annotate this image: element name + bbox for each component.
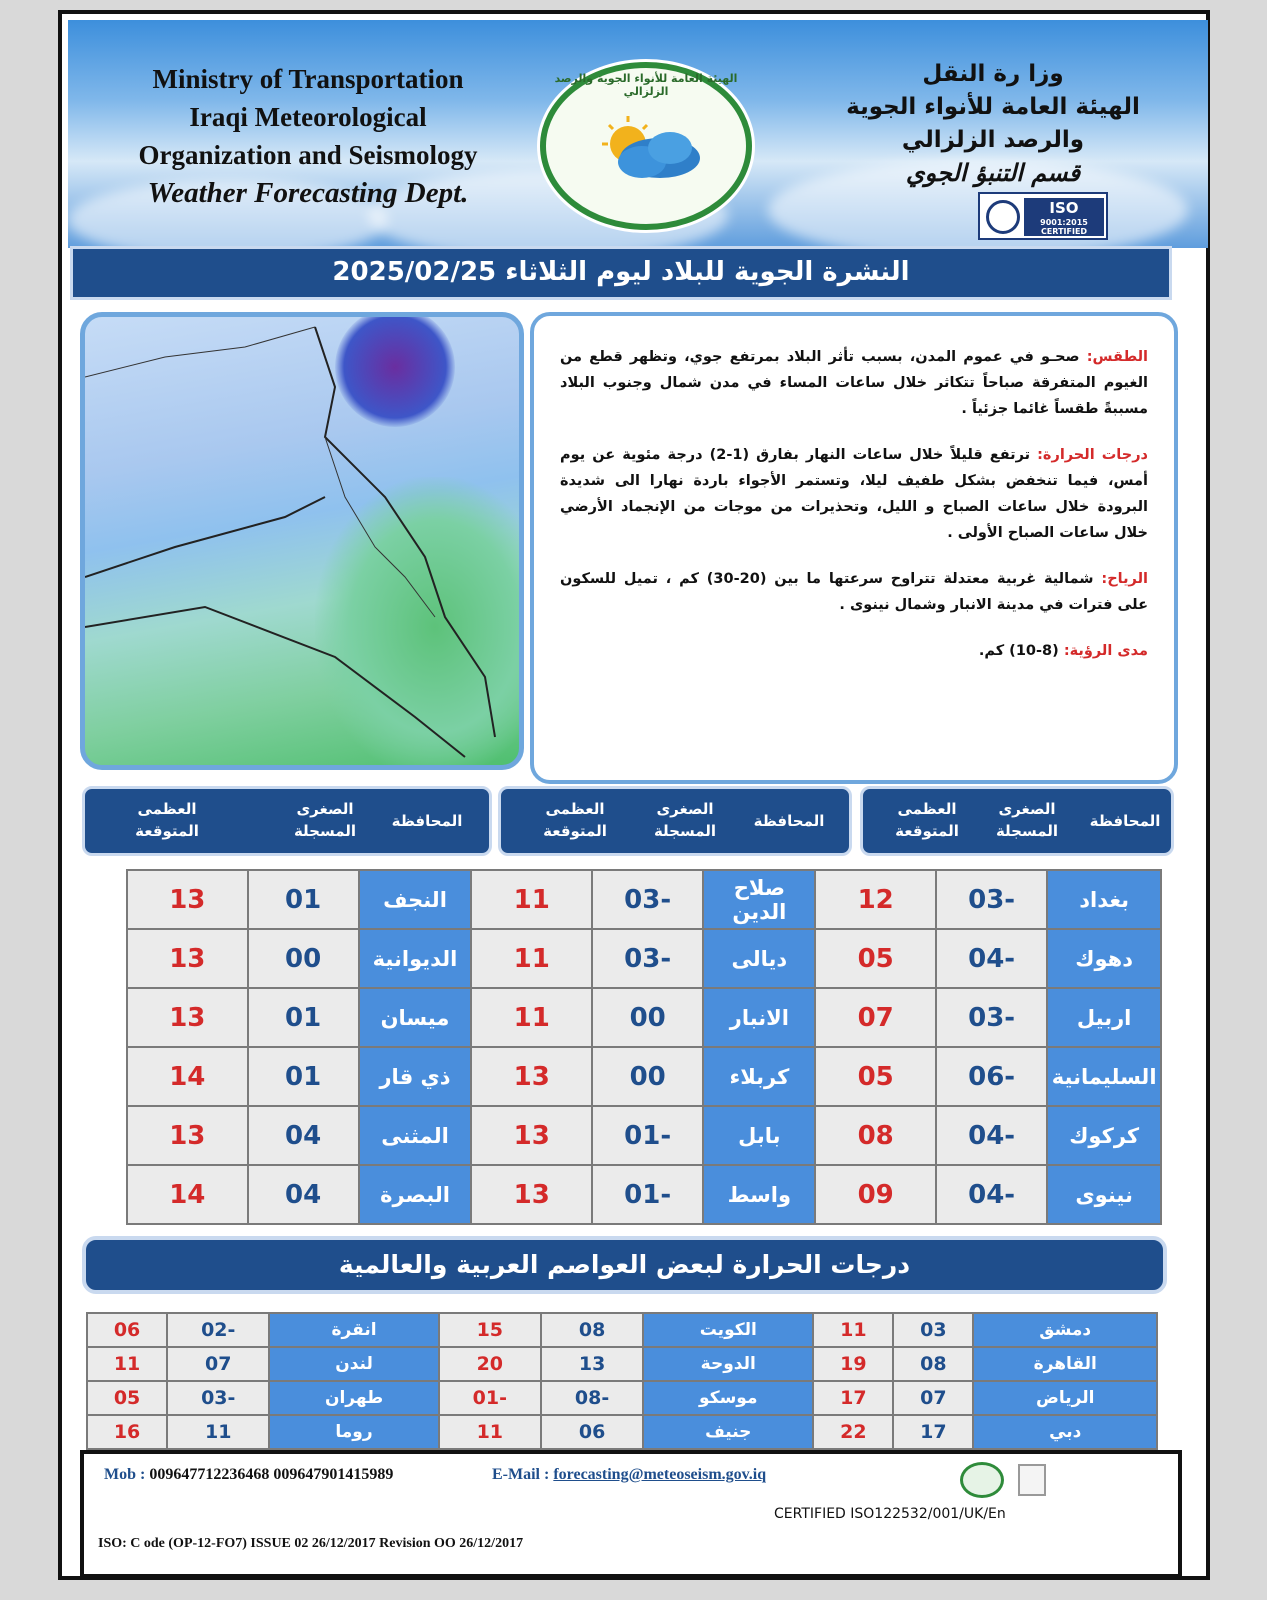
province-name-cell: البصرة [359,1165,472,1224]
org-ar-2: والرصد الزلزالي [901,127,1085,153]
forecast-text-panel [530,312,1178,784]
province-min-cell: 01 [248,870,359,929]
province-row [127,1165,1161,1224]
wind-text: شمالية غربية معتدلة تتراوح سرعتها ما بين (20-30) كم ، تميل للسكون على فترات في مدينة الانبار وشمال نينوى . [560,571,1148,613]
weather-map [80,312,524,770]
capital-row [87,1381,1157,1415]
capital-name-cell: جنيف [643,1415,813,1449]
province-max-cell: 11 [471,870,592,929]
map-borders [85,317,524,770]
col-max-1: العظمى [897,800,957,818]
province-max-cell: 13 [127,929,248,988]
iso-standard: 9001:2015 [1040,218,1088,227]
province-min-cell: 04 [248,1106,359,1165]
certificate-icon [1018,1464,1046,1496]
province-min-cell: 01 [248,988,359,1047]
certification-text: CERTIFIED ISO122532/001/UK/En [774,1506,1006,1522]
iso-code-line: ISO: C ode (OP-12-FO7) ISSUE 02 26/12/2017 Revision OO 26/12/2017 [98,1536,524,1551]
province-max-cell: 09 [815,1165,936,1224]
province-temperature-table [126,869,1162,1225]
column-header-group-2 [498,786,852,856]
province-name-cell: صلاح الدين [703,870,815,929]
col-max-2: المتوقعة [543,822,607,840]
province-max-cell: 08 [815,1106,936,1165]
capital-row [87,1347,1157,1381]
col-min-1: الصغرى [656,800,714,818]
province-row [127,1047,1161,1106]
iso-badge [978,192,1108,240]
col-max-1: العظمى [545,800,605,818]
province-name-cell: النجف [359,870,472,929]
capital-name-cell: دبي [973,1415,1157,1449]
col-max-2: المتوقعة [895,822,959,840]
column-header-group-1 [860,786,1174,856]
capital-min-cell: -02 [167,1313,269,1347]
col-min-2: المسجلة [653,822,717,840]
capital-max-cell: 22 [813,1415,893,1449]
capital-name-cell: القاهرة [973,1347,1157,1381]
col-min-2: المسجلة [293,822,357,840]
mobile-contact [104,1466,393,1484]
province-min-cell: 01 [248,1047,359,1106]
col-province: المحافظة [753,812,825,830]
province-max-cell: 12 [815,870,936,929]
wind-paragraph [560,566,1148,618]
province-max-cell: 13 [471,1165,592,1224]
visibility-paragraph [560,638,1148,664]
capital-name-cell: لندن [269,1347,438,1381]
capital-min-cell: 07 [893,1381,973,1415]
province-max-cell: 13 [471,1106,592,1165]
capital-min-cell: 07 [167,1347,269,1381]
capital-min-cell: 11 [167,1415,269,1449]
iso-certified: CERTIFIED [1040,227,1088,236]
temperature-label: درجات الحرارة: [1037,447,1148,463]
province-name-cell: دهوك [1047,929,1161,988]
province-max-cell: 13 [127,1106,248,1165]
capital-max-cell: 19 [813,1347,893,1381]
mobile-label: Mob : [104,1466,146,1483]
capital-min-cell: 13 [541,1347,643,1381]
column-header-group-3 [82,786,492,856]
province-name-cell: كركوك [1047,1106,1161,1165]
province-min-cell: -04 [936,1106,1047,1165]
capital-min-cell: 03 [893,1313,973,1347]
ministry-en: Ministry of Transportation [152,64,464,94]
capital-min-cell: 17 [893,1415,973,1449]
capital-name-cell: دمشق [973,1313,1157,1347]
province-row [127,988,1161,1047]
province-max-cell: 14 [127,1047,248,1106]
capital-max-cell: 06 [87,1313,167,1347]
col-max-1: العظمى [137,800,197,818]
org-ar-1: الهيئة العامة للأنواء الجوية [846,94,1140,120]
stamp-icon [1056,1470,1126,1490]
visibility-label: مدى الرؤية: [1063,643,1148,659]
capital-min-cell: -08 [541,1381,643,1415]
province-name-cell: ميسان [359,988,472,1047]
capital-max-cell: 20 [439,1347,541,1381]
capital-max-cell: 11 [87,1347,167,1381]
organization-logo [540,62,752,230]
bulletin-title: النشرة الجوية للبلاد ليوم الثلاثاء 2025/02/25 [70,246,1172,300]
email-label: E-Mail : [492,1466,550,1483]
province-name-cell: بابل [703,1106,815,1165]
capitals-temperature-table [86,1312,1158,1450]
province-max-cell: 13 [127,870,248,929]
province-min-cell: -01 [592,1165,703,1224]
province-name-cell: بغداد [1047,870,1161,929]
province-min-cell: -03 [936,988,1047,1047]
capital-max-cell: 17 [813,1381,893,1415]
col-province: المحافظة [1089,812,1161,830]
province-min-cell: -03 [592,870,703,929]
province-name-cell: نينوى [1047,1165,1161,1224]
weather-paragraph [560,344,1148,422]
col-province: المحافظة [391,812,463,830]
province-max-cell: 11 [471,988,592,1047]
province-max-cell: 13 [127,988,248,1047]
capital-name-cell: الرياض [973,1381,1157,1415]
province-max-cell: 13 [471,1047,592,1106]
weather-text: صحـو في عموم المدن، بسبب تأثر البلاد بمرتفع جوي، وتظهر قطع من الغيوم المتفرقة صباحاً تتكاثر خلال ساعات المساء في مدن شمال وجنوب البلاد مسببةً طقساً غائما جزئياً . [560,349,1148,417]
ministry-ar: وزا رة النقل [922,61,1064,87]
province-min-cell: 00 [592,1047,703,1106]
seal-icon [960,1462,1004,1498]
capital-name-cell: انقرة [269,1313,438,1347]
province-name-cell: الديوانية [359,929,472,988]
capital-max-cell: 15 [439,1313,541,1347]
capital-name-cell: الدوحة [643,1347,813,1381]
col-min-1: الصغرى [296,800,354,818]
footer [80,1450,1182,1578]
capital-name-cell: موسكو [643,1381,813,1415]
province-min-cell: -06 [936,1047,1047,1106]
capital-min-cell: 08 [893,1347,973,1381]
org-en-2: Organization and Seismology [138,140,478,170]
bulletin-page [58,10,1210,1580]
capital-row [87,1415,1157,1449]
dept-ar: قسم التنبؤ الجوي [905,159,1081,187]
province-name-cell: المثنى [359,1106,472,1165]
capital-name-cell: روما [269,1415,438,1449]
province-name-cell: السليمانية [1047,1047,1161,1106]
capital-row [87,1313,1157,1347]
province-min-cell: -03 [592,929,703,988]
visibility-text: (8-10) كم. [978,643,1064,659]
sun-cloud-icon [594,114,704,184]
province-name-cell: كربلاء [703,1047,815,1106]
province-min-cell: 00 [592,988,703,1047]
province-min-cell: -01 [592,1106,703,1165]
org-en-1: Iraqi Meteorological [189,102,427,132]
province-min-cell: -04 [936,1165,1047,1224]
province-name-cell: اربيل [1047,988,1161,1047]
province-name-cell: ديالى [703,929,815,988]
arabic-org-name [828,58,1158,190]
province-name-cell: الانبار [703,988,815,1047]
province-max-cell: 07 [815,988,936,1047]
capital-max-cell: -01 [439,1381,541,1415]
capital-max-cell: 05 [87,1381,167,1415]
weather-label: الطقس: [1086,349,1148,365]
province-min-cell: -03 [936,870,1047,929]
header-banner [68,20,1208,248]
mobile-numbers: 009647712236468 009647901415989 [149,1466,394,1483]
capital-max-cell: 11 [813,1313,893,1347]
province-max-cell: 11 [471,929,592,988]
email-link[interactable]: forecasting@meteoseism.gov.iq [553,1466,767,1483]
province-name-cell: ذي قار [359,1047,472,1106]
province-name-cell: واسط [703,1165,815,1224]
capital-name-cell: طهران [269,1381,438,1415]
english-org-name [108,60,508,212]
capital-max-cell: 16 [87,1415,167,1449]
province-max-cell: 14 [127,1165,248,1224]
province-min-cell: -04 [936,929,1047,988]
col-max-2: المتوقعة [135,822,199,840]
dept-en: Weather Forecasting Dept. [147,177,469,209]
capital-name-cell: الكويت [643,1313,813,1347]
province-row [127,929,1161,988]
wind-label: الرياح: [1101,571,1148,587]
col-min-1: الصغرى [998,800,1056,818]
province-max-cell: 05 [815,1047,936,1106]
temperature-paragraph [560,442,1148,546]
capital-min-cell: -03 [167,1381,269,1415]
col-min-2: المسجلة [995,822,1059,840]
capital-min-cell: 08 [541,1313,643,1347]
capital-min-cell: 06 [541,1415,643,1449]
check-icon [986,200,1020,234]
capital-max-cell: 11 [439,1415,541,1449]
temperature-text: ترتفع قليلاً خلال ساعات النهار بفارق (1-2) درجة مئوية عن يوم أمس، فيما تنخفض بشكل طفيف ليلا، وتستمر الأجواء باردة نهارا الى شديدة البرودة خلال ساعات الصباح و الليل، وتحذيرات من موجات من الإنجماد الأرضي خلال ساعات الصباح الأولى . [560,447,1148,541]
province-row [127,870,1161,929]
province-min-cell: 00 [248,929,359,988]
province-row [127,1106,1161,1165]
province-max-cell: 05 [815,929,936,988]
email-contact [492,1466,766,1484]
iso-label: ISO [1049,199,1079,217]
logo-ring-text: الهيئة العامة للأنواء الجوية والرصد الزلزالي [554,72,738,98]
province-min-cell: 04 [248,1165,359,1224]
capitals-title: درجات الحرارة لبعض العواصم العربية والعالمية [82,1236,1167,1294]
